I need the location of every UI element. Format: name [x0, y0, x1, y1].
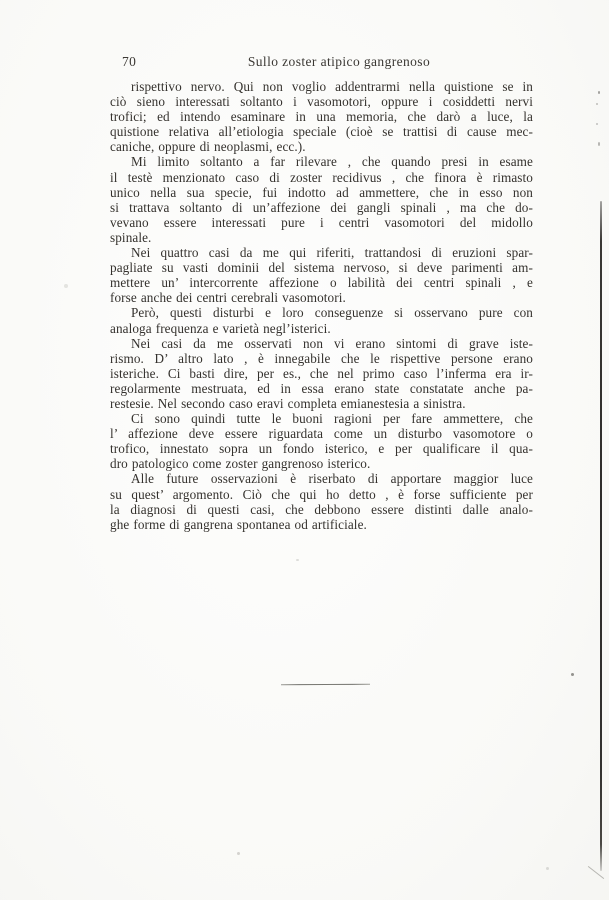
text-line: su quest’ argomento. Ciò che qui ho detto , è forse sufficiente per	[110, 486, 533, 502]
text-line: forse anche dei centri cerebrali vasomotori.	[110, 290, 346, 306]
text-line: la diagnosi di questi casi, che debbono essere distinti dalle analo-	[110, 501, 533, 517]
text-line: rispettivo nervo. Qui non voglio addentrarmi nella quistione se in	[131, 79, 533, 94]
page-header	[110, 54, 532, 70]
text-line: vevano essere interessati pure i centri vasomotori del midollo	[110, 214, 533, 230]
text-line: pagliate su vasti dominii del sistema nervoso, si deve parimenti am-	[110, 260, 533, 276]
text-line: Ci sono quindi tutte le buoni ragioni per fare ammettere, che	[131, 411, 533, 427]
scan-speck	[598, 91, 600, 94]
scan-speck	[64, 284, 68, 288]
paragraph	[110, 245, 533, 305]
text-line: ghe forme di gangrena spontanea od artificiale.	[110, 516, 367, 532]
text-line: si trattava soltanto di un’affezione dei gangli spinali , ma che do-	[110, 199, 533, 215]
text-line: Mi limito soltanto a far rilevare , che quando presi in esame	[131, 154, 533, 170]
text-line: l’ affezione deve essere riguardata come un disturbo vasomotore o	[110, 426, 533, 442]
scan-speck	[546, 867, 549, 870]
paragraph	[110, 471, 533, 531]
text-line: Nei quattro casi da me qui riferiti, trattandosi di eruzioni spar-	[131, 245, 533, 261]
paragraph	[110, 336, 533, 411]
scan-speck	[571, 673, 574, 676]
text-line: caniche, oppure di neoplasmi, ecc.).	[110, 139, 306, 155]
text-line: Alle future osservazioni è riserbato di apportare maggior luce	[131, 471, 533, 487]
text-line: quistione relativa all’etiologia speciale (cioè se trattisi di cause mec-	[110, 124, 533, 140]
page-edge-line	[600, 201, 602, 871]
text-line: il testè menzionato caso di zoster recidivus , che finora è rimasto	[110, 169, 533, 185]
text-line: isteriche. Ci basti dire, per es., che nel primo caso l’inferma era ir-	[110, 365, 533, 381]
scan-speck	[296, 559, 299, 561]
text-line: trofico, innestato sopra un fondo isterico, e per qualificare il qua-	[110, 441, 533, 457]
text-line: trofici; ed intendo esaminare in una memoria, che darò a luce, la	[110, 109, 533, 125]
scan-speck	[596, 123, 598, 125]
paragraph	[110, 411, 533, 471]
body-text	[110, 79, 533, 532]
text-line: ciò sieno interessati soltanto i vasomotori, oppure i cosiddetti nervi	[110, 94, 533, 110]
page-number: 70	[122, 54, 137, 69]
paragraph	[110, 305, 533, 335]
text-line: restesie. Nel secondo caso eravi completa emianestesia a sinistra.	[110, 395, 466, 411]
paragraph	[110, 79, 533, 154]
text-line: analoga frequenza e varietà negl’isterici.	[110, 320, 331, 336]
scan-speck	[596, 103, 598, 105]
text-line: spinale.	[110, 229, 152, 245]
scan-speck	[598, 142, 600, 146]
text-line: rismo. D’ altro lato , è innegabile che le rispettive persone erano	[110, 350, 533, 366]
text-line: Nei casi da me osservati non vi erano sintomi di grave iste-	[131, 335, 533, 351]
text-line: regolarmente mestruata, ed in essa erano state constatate anche pa-	[110, 380, 533, 396]
paragraph	[110, 154, 533, 245]
running-title: Sullo zoster atipico gangrenoso	[247, 54, 431, 69]
section-divider	[281, 684, 370, 686]
text-line: dro patologico come zoster gangrenoso isterico.	[110, 456, 371, 472]
text-line: mettere un’ intercorrente affezione o labilità dei centri spinali , e	[110, 275, 533, 291]
text-line: Però, questi disturbi e loro conseguenze si osservano pure con	[131, 305, 533, 321]
text-line: unico nella sua specie, fui indotto ad ammettere, che in esso non	[110, 184, 533, 200]
scan-speck	[237, 852, 240, 855]
